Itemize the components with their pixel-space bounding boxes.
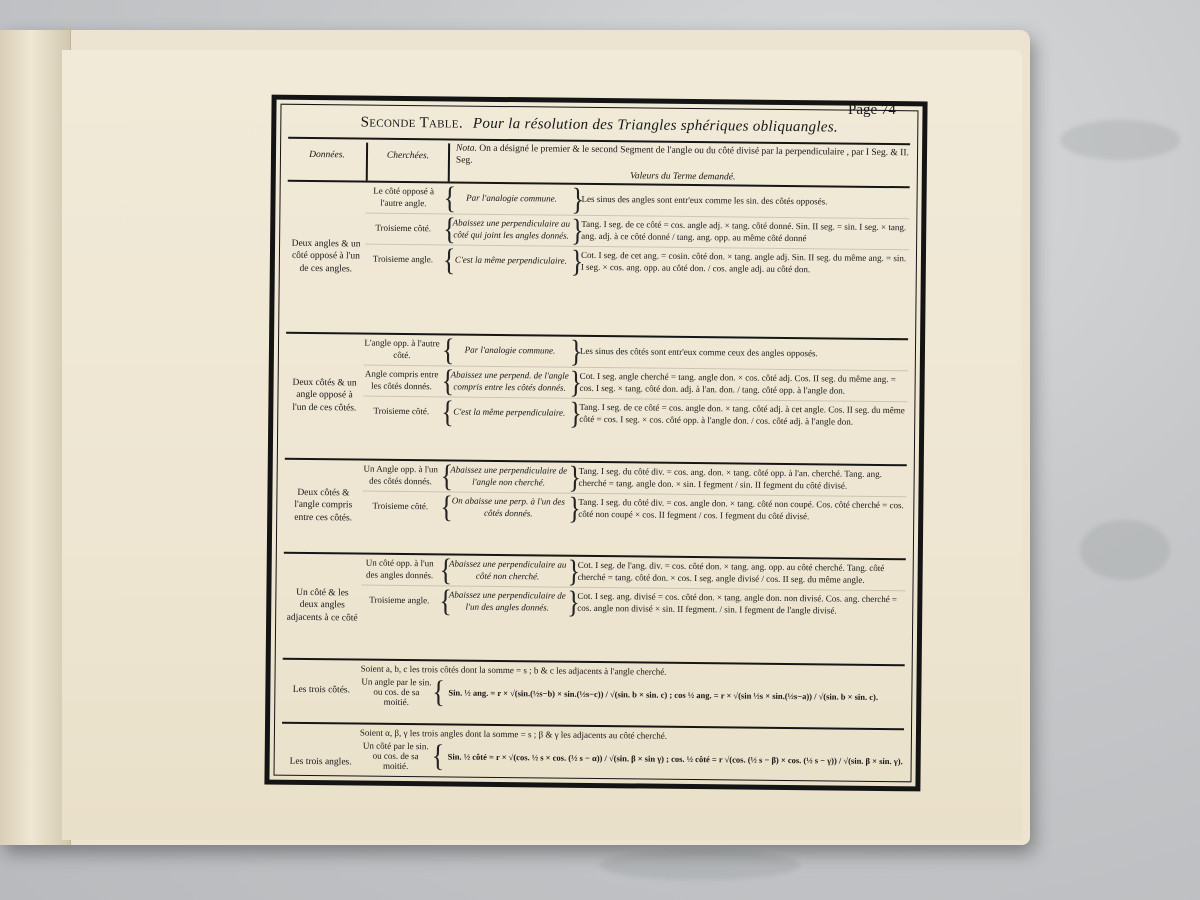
brace-icon: } — [569, 333, 583, 369]
table-header — [288, 137, 910, 186]
formula-row — [360, 674, 904, 714]
sought-cell: Un côté opp. à l'un des angles donnés. — [365, 557, 434, 580]
section-label: Deux angles & un côté opposé à l'un de ces angles. — [291, 238, 361, 275]
brace-icon: } — [568, 490, 581, 526]
title-prefix: Seconde Table. — [360, 114, 463, 132]
sought-cell: Troisieme angle. — [372, 253, 434, 265]
brace-icon: { — [441, 332, 455, 367]
nota-text: On a désigné le premier & le second Segment de l'angle ou du côté divisé par la perpendiculaire , par I Seg. & II. Seg. — [455, 143, 909, 166]
result-cell: Cot. I seg. angle cherché = tang. angle don. × cos. côté adj. Cos. II seg. du même ang. = cos. I seg. × tang. côté don. adj. à l'an. don. / tang. côté opp. à l'angle don. — [579, 371, 896, 396]
section-three-sides — [282, 657, 905, 728]
section-two-sides-included-angle — [284, 457, 907, 558]
brace-icon: } — [569, 364, 583, 400]
table-row — [363, 396, 907, 432]
page-number: Page 74 — [848, 102, 896, 118]
result-cell: Tang. I seg. de ce côté = cos. angle adj. × tang. côté donné. Sin. II seg. = sin. I seg. × tang. ang. adj. à ce côté donné / tang. ang. opp. au même côté donné — [581, 219, 907, 243]
result-cell: Tang. I seg. du côté div. = cos. ang. don. × tang. côté opp. à l'an. cherché. Tang. ang. cherché = tang. angle don. × sin. I fegment / sin. II fegment du côté divisé. — [578, 466, 882, 491]
section-one-side-two-angles — [283, 551, 906, 664]
brace-icon: { — [439, 551, 453, 587]
method-cell: C'est la même perpendiculaire. — [453, 406, 566, 418]
brace-icon: } — [567, 553, 581, 589]
result-cell: Cot. I seg. de l'ang. div. = cos. côté don. × tang. ang. opp. au côté cherché. Tang. côté cherché = tang. côté don. × cos. I seg. angle divisé / cos. II seg. du même angle. — [577, 560, 885, 585]
section-two-angles-one-side — [286, 179, 910, 338]
brace-icon: } — [571, 181, 585, 217]
brace-icon: { — [442, 242, 456, 277]
table-content — [282, 110, 911, 776]
brace-icon: { — [439, 582, 453, 618]
table-row — [361, 582, 905, 621]
table-frame — [264, 95, 927, 792]
table-row — [365, 244, 909, 280]
header-donnees: Données. — [288, 142, 368, 180]
book-spine — [0, 30, 71, 845]
method-cell: Abaissez une perpend. de l'angle compris entre les côtés donnés. — [450, 369, 569, 393]
brace-icon: } — [569, 395, 582, 431]
result-cell: Les sinus des angles sont entr'eux comme les sin. des côtés opposés. — [581, 193, 828, 207]
sought-cell: Un angle par le sin. ou cos. de sa moitié. — [361, 676, 432, 707]
sought-cell: L'angle opp. à l'autre côté. — [364, 337, 440, 360]
header-valeurs: Valeurs du Terme demandé. — [630, 171, 736, 183]
method-cell: Abaissez une perpendiculaire au côté non cherché. — [448, 558, 567, 582]
header-cherchees: Cherchées. — [368, 143, 450, 181]
table-title — [288, 114, 910, 138]
title-main: Pour la résolution des Triangles sphériques obliquangles. — [472, 115, 839, 136]
method-cell: Par l'analogie commune. — [464, 344, 556, 356]
brace-icon: { — [441, 363, 455, 398]
brace-icon: { — [431, 737, 445, 773]
brace-icon: } — [567, 584, 581, 620]
nota-label: Nota. — [456, 143, 477, 154]
section-label: Deux côtés & un angle opposé à l'un de ces côtés. — [292, 377, 357, 414]
formula-intro: Soient a, b, c les trois côtés dont la somme = s ; b & c les adjacents à l'angle cherché. — [360, 663, 667, 677]
formula-cell: Sin. ½ ang. = r × √(sin.(½s−b) × sin.(½s−c)) / √(sin. b × sin. c) ; cos ½ ang. = r × √(sin ½s × sin.(½s−a)) / √(sin. b × sin. c). — [448, 687, 879, 702]
brace-icon: { — [432, 673, 446, 709]
header-nota — [450, 143, 910, 185]
section-label: Les trois côtés. — [292, 685, 351, 696]
method-cell: Abaissez une perpendiculaire de l'un des angles donnés. — [448, 589, 566, 613]
brace-icon: { — [440, 488, 453, 524]
sought-cell: Un Angle opp. à l'un des côtés donnés. — [363, 463, 438, 486]
method-cell: On abaisse une perp. à l'un des côtés donnés. — [451, 495, 566, 518]
sought-cell: Le côté opposé à l'autre angle. — [373, 186, 435, 208]
formula-row — [360, 738, 904, 778]
sought-cell: Angle compris entre les côtés donnés. — [364, 368, 439, 391]
brace-icon: { — [443, 180, 457, 215]
result-cell: Tang. I seg. du côté div. = cos. angle don. × tang. côté non coupé. Cos. côté cherché = cos. côté non coupé × cos. II fegment / cos. I fegment du côté divisé. — [578, 497, 904, 521]
section-label: Deux côtés & l'angle compris entre ces côtés. — [294, 487, 353, 524]
section-label: Un côté & les deux angles adjacents à ce côté — [286, 587, 358, 624]
section-label: Les trois angles. — [289, 757, 352, 768]
section-three-angles — [281, 721, 904, 808]
result-cell: Les sinus des côtés sont entr'eux comme ceux des angles opposés. — [579, 345, 818, 359]
sought-cell: Un côté par le sin. ou cos. de sa moitié. — [362, 740, 429, 771]
sought-cell: Troisieme côté. — [373, 405, 430, 417]
sought-cell: Troisieme côté. — [372, 500, 429, 512]
brace-icon: { — [441, 394, 454, 429]
sought-cell: Troisieme angle. — [369, 594, 430, 606]
result-cell: Tang. I seg. de ce côté = cos. angle don. × tang. côté adj. à cet angle. Cos. II seg. du même côté = cos. I seg. × cos. côté opp. à l'angle don. / cos. côté adj. à l'angle don. — [579, 402, 905, 427]
method-cell: Par l'analogie commune. — [466, 192, 557, 204]
table-row — [362, 488, 906, 527]
section-two-sides-opposite-angle — [285, 331, 908, 464]
brace-icon: { — [440, 458, 454, 493]
result-cell: Cot. I seg. ang. divisé = cos. côté don. × tang. angle don. non divisé. Cos. ang. cherché = cos. angle non divisé × sin. II fegment. / sin. I fegment de l'angle divisé. — [577, 591, 898, 616]
method-cell: Abaissez une perpendiculaire au côté qui joint les angles donnés. — [452, 217, 571, 241]
sought-cell: Troisieme côté. — [375, 222, 432, 234]
method-cell: C'est la même perpendiculaire. — [454, 254, 567, 266]
brace-icon: } — [568, 459, 582, 495]
formula-intro: Soient α, β, γ les trois angles dont la somme = s ; β & γ les adjacents au côté cherché. — [359, 727, 668, 741]
method-cell: Abaissez une perpendiculaire de l'angle non cherché. — [450, 464, 568, 488]
formula-cell: Sin. ½ côté = r × √(cos. ½ s × cos. (½ s − α)) / √(sin. β × sin γ) ; cos. ½ côté = r √(cos. (½ s − β) × cos. (½ s − γ)) / √(sin. β × sin. γ). — [447, 751, 903, 766]
brace-icon: { — [443, 211, 456, 246]
brace-icon: } — [571, 212, 584, 248]
result-cell: Cot. I seg. de cet ang. = cosin. côté don. × tang. angle adj. Sin. II seg. du même ang. = sin. I seg. × cos. ang. opp. au côté don. / cos. angle adj. au côté don. — [580, 250, 907, 274]
brace-icon: } — [570, 243, 584, 279]
